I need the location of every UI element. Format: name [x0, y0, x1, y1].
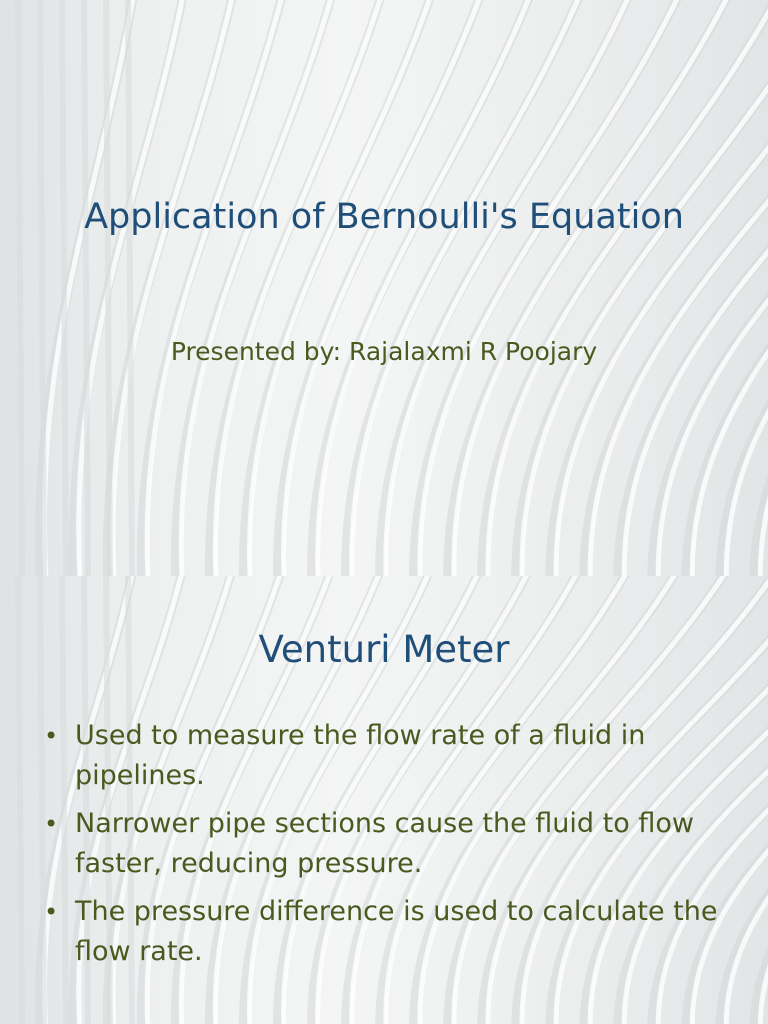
slide-subtitle: Presented by: Rajalaxmi R Poojary — [170, 337, 598, 366]
bullet-icon: • — [44, 722, 59, 750]
bullet-item — [44, 892, 734, 972]
bullet-text: Used to measure the flow rate of a fluid in pipelines. — [75, 720, 646, 791]
slide-title: Venturi Meter — [258, 628, 510, 671]
bullet-item — [44, 804, 734, 884]
bullet-icon: • — [44, 898, 59, 926]
bullet-text: Narrower pipe sections cause the fluid to flow faster, reducing pressure. — [75, 808, 694, 879]
content-slide — [0, 576, 768, 1024]
bullet-item — [44, 716, 734, 796]
bullet-list — [44, 716, 734, 980]
bullet-text: The pressure difference is used to calculate the flow rate. — [75, 896, 718, 967]
slide-title: Application of Bernoulli's Equation — [84, 197, 684, 237]
bullet-icon: • — [44, 810, 59, 838]
